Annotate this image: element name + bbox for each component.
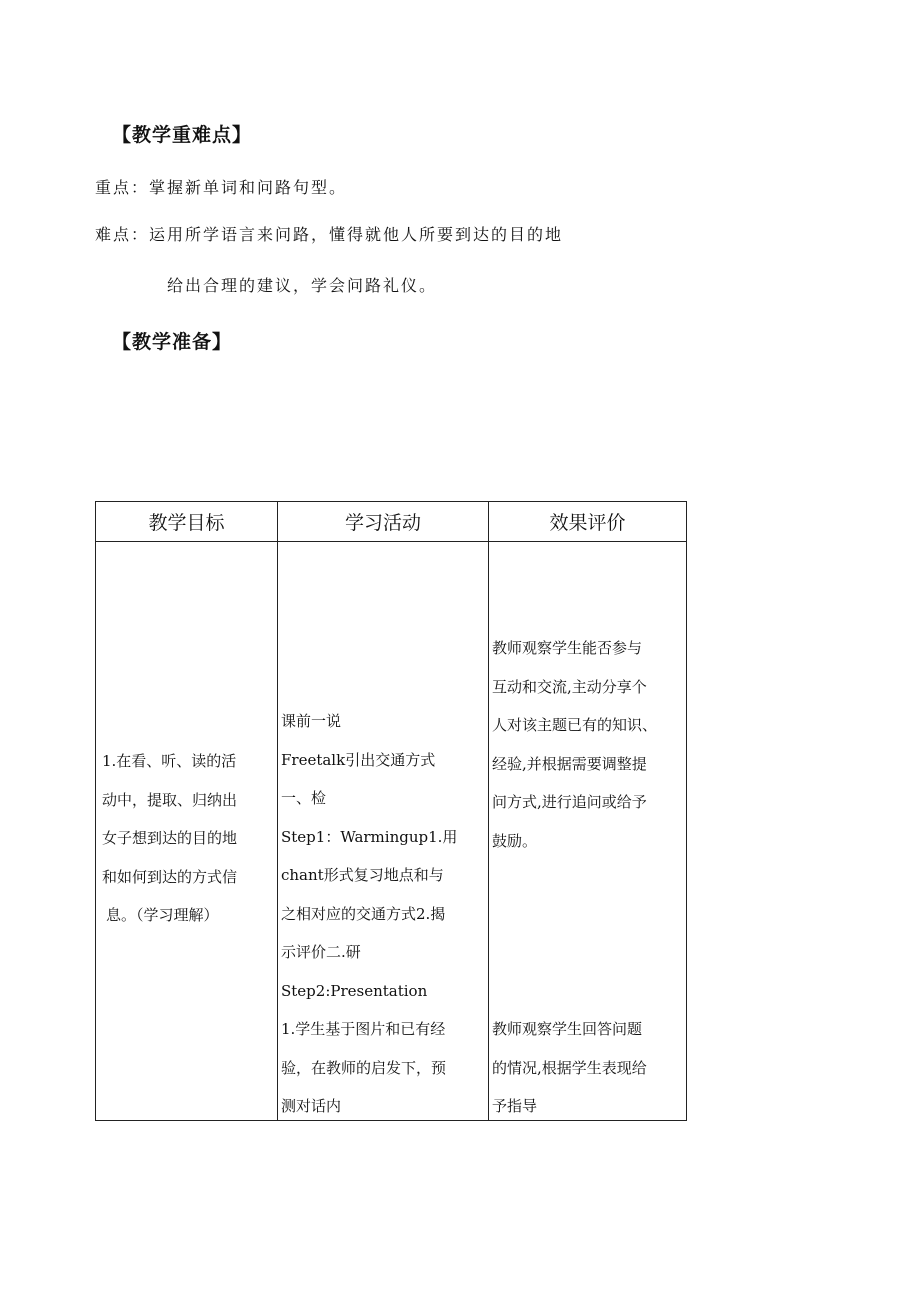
table-header-row (96, 502, 687, 542)
key-difficult-heading: 【教学重难点】 (112, 124, 253, 146)
goal-line: 和如何到达的方式信 (102, 867, 238, 886)
activity-line: Freetalk引出交通方式 (281, 750, 436, 769)
activity-cell (278, 542, 489, 1121)
activity-line: 验，在教师的启发下，预 (281, 1058, 447, 1077)
evaluation-text-second (492, 1010, 683, 1126)
activity-line: Step2:Presentation (281, 981, 428, 1000)
evaluation-line: 的情况,根据学生表现给 (492, 1058, 647, 1077)
table-row (96, 542, 687, 1121)
evaluation-cell (489, 542, 687, 1121)
activity-line: chant形式复习地点和与 (281, 866, 444, 884)
evaluation-text-first (492, 629, 683, 860)
activity-text (281, 702, 484, 1126)
evaluation-line: 互动和交流,主动分享个 (492, 677, 647, 696)
key-point-text: 重点：掌握新单词和问路句型。 (95, 178, 348, 197)
activity-line: 1.学生基于图片和已有经 (281, 1020, 446, 1038)
goal-line: 动中，提取、归纳出 (102, 790, 238, 809)
difficult-point-text: 难点：运用所学语言来问路，懂得就他人所要到达的目的地 (95, 225, 564, 244)
preparation-heading: 【教学准备】 (112, 331, 233, 353)
goal-line: 女子想到达的目的地 (102, 829, 238, 847)
goal-cell (96, 542, 278, 1121)
difficult-point-text-continued: 给出合理的建议，学会问路礼仪。 (167, 276, 438, 295)
evaluation-line: 教师观察学生回答问题 (492, 1020, 643, 1038)
evaluation-line: 予指导 (492, 1097, 538, 1115)
evaluation-line: 经验,并根据需要调整提 (492, 754, 647, 773)
evaluation-line: 人对该主题已有的知识、 (492, 716, 658, 734)
activity-line: Step1：Warmingup1.用 (281, 827, 458, 846)
goal-line: 息。（学习理解） (106, 906, 219, 924)
header-effect-evaluation: 效果评价 (489, 502, 687, 542)
activity-line: 课前一说 (281, 712, 342, 730)
activity-line: 一、检 (281, 789, 327, 807)
activity-line: 之相对应的交通方式2.揭 (281, 904, 446, 923)
activity-line: 示评价二.研 (281, 943, 361, 961)
header-learning-activity: 学习活动 (278, 502, 489, 542)
header-teaching-goal: 教学目标 (96, 502, 278, 542)
lesson-plan-table (95, 501, 687, 1121)
goal-text (102, 742, 271, 935)
goal-line: 1.在看、听、读的活 (102, 752, 237, 770)
evaluation-line: 鼓励。 (492, 831, 538, 850)
evaluation-line: 问方式,进行追问或给予 (492, 793, 647, 811)
activity-line: 测对话内 (281, 1097, 342, 1115)
evaluation-line: 教师观察学生能否参与 (492, 639, 643, 657)
